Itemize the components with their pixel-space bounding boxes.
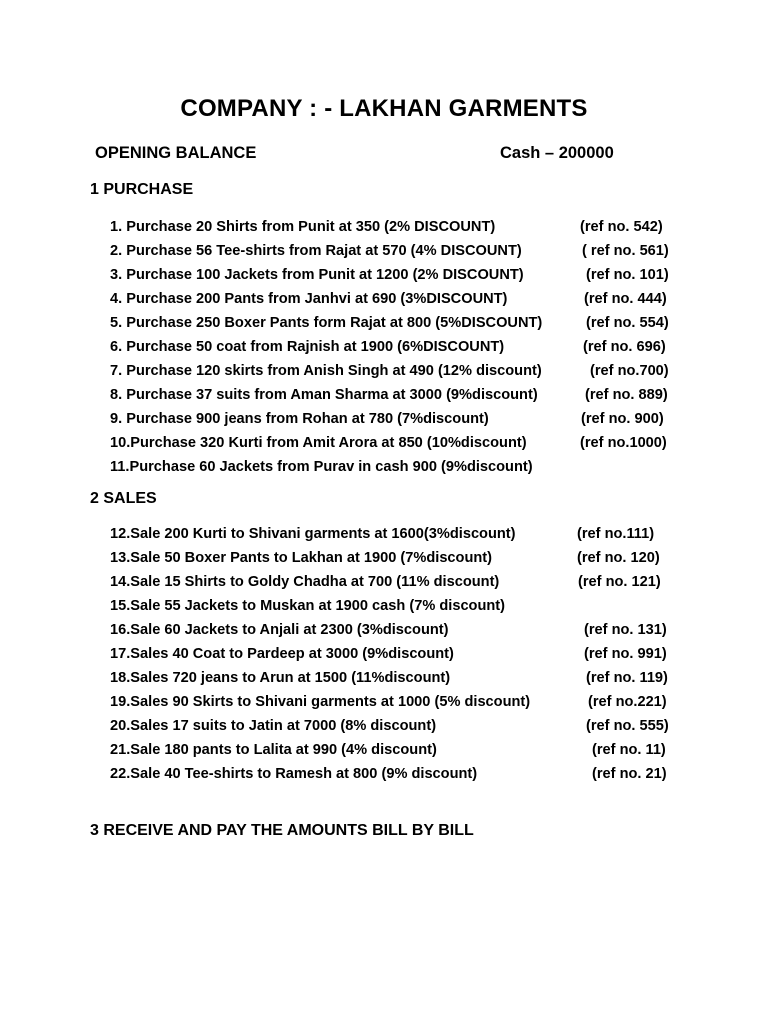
sale-item-ref: (ref no. 991) bbox=[584, 646, 667, 662]
sale-item-ref: (ref no. 11) bbox=[592, 742, 666, 758]
sale-item-ref: (ref no. 121) bbox=[578, 574, 661, 590]
sale-item bbox=[110, 738, 690, 762]
purchase-item-text: 9. Purchase 900 jeans from Rohan at 780 (7%discount) bbox=[110, 411, 489, 427]
purchase-item-text: 2. Purchase 56 Tee-shirts from Rajat at 570 (4% DISCOUNT) bbox=[110, 243, 522, 259]
sale-item-ref: (ref no. 131) bbox=[584, 622, 667, 638]
page-title: COMPANY : - LAKHAN GARMENTS bbox=[180, 95, 588, 122]
section-heading-sales: 2 SALES bbox=[90, 490, 157, 507]
sale-item-text: 20.Sales 17 suits to Jatin at 7000 (8% discount) bbox=[110, 718, 437, 734]
purchase-item-ref: (ref no.700) bbox=[590, 363, 669, 379]
purchase-item-ref: (ref no. 900) bbox=[581, 411, 664, 427]
opening-balance-label: OPENING BALANCE bbox=[95, 144, 257, 162]
purchase-item-ref: (ref no. 889) bbox=[585, 387, 668, 403]
purchase-item-text: 1. Purchase 20 Shirts from Punit at 350 (2% DISCOUNT) bbox=[110, 219, 496, 235]
sale-item-text: 19.Sales 90 Skirts to Shivani garments at 1000 (5% discount) bbox=[110, 694, 531, 710]
purchase-item-text: 11.Purchase 60 Jackets from Purav in cash 900 (9%discount) bbox=[110, 459, 533, 475]
sale-item-ref: (ref no.111) bbox=[577, 526, 655, 542]
purchase-item bbox=[110, 311, 690, 335]
purchase-list bbox=[110, 215, 690, 479]
sale-item-text: 18.Sales 720 jeans to Arun at 1500 (11%discount) bbox=[110, 670, 451, 686]
purchase-item bbox=[110, 239, 690, 263]
sale-item-ref: (ref no. 21) bbox=[592, 766, 667, 782]
section-heading-purchase: 1 PURCHASE bbox=[90, 181, 194, 198]
sale-item-text: 22.Sale 40 Tee-shirts to Ramesh at 800 (9% discount) bbox=[110, 766, 478, 782]
sale-item-text: 16.Sale 60 Jackets to Anjali at 2300 (3%discount) bbox=[110, 622, 449, 638]
sale-item bbox=[110, 522, 690, 546]
sale-item bbox=[110, 570, 690, 594]
sale-item-ref: (ref no. 119) bbox=[586, 670, 668, 686]
purchase-item bbox=[110, 383, 690, 407]
sale-item-text: 13.Sale 50 Boxer Pants to Lakhan at 1900 (7%discount) bbox=[110, 550, 493, 566]
purchase-item bbox=[110, 407, 690, 431]
sales-list bbox=[110, 522, 690, 786]
sale-item-text: 15.Sale 55 Jackets to Muskan at 1900 cash (7% discount) bbox=[110, 598, 506, 614]
purchase-item-ref: ( ref no. 561) bbox=[582, 243, 669, 259]
sale-item bbox=[110, 642, 690, 666]
purchase-item-text: 6. Purchase 50 coat from Rajnish at 1900 (6%DISCOUNT) bbox=[110, 339, 505, 355]
sale-item bbox=[110, 666, 690, 690]
purchase-item-ref: (ref no.1000) bbox=[580, 435, 667, 451]
purchase-item bbox=[110, 455, 690, 479]
purchase-item-text: 7. Purchase 120 skirts from Anish Singh at 490 (12% discount) bbox=[110, 363, 542, 379]
sale-item bbox=[110, 714, 690, 738]
sale-item-text: 21.Sale 180 pants to Lalita at 990 (4% discount) bbox=[110, 742, 437, 758]
sale-item bbox=[110, 762, 690, 786]
section-heading-receive: 3 RECEIVE AND PAY THE AMOUNTS BILL BY BILL bbox=[90, 822, 474, 839]
purchase-item-text: 3. Purchase 100 Jackets from Punit at 1200 (2% DISCOUNT) bbox=[110, 267, 524, 283]
sale-item bbox=[110, 594, 690, 618]
sale-item bbox=[110, 546, 690, 570]
sale-item bbox=[110, 618, 690, 642]
purchase-item bbox=[110, 263, 690, 287]
purchase-item bbox=[110, 335, 690, 359]
purchase-item-ref: (ref no. 101) bbox=[586, 267, 669, 283]
purchase-item bbox=[110, 215, 690, 239]
sale-item-text: 12.Sale 200 Kurti to Shivani garments at 1600(3%discount) bbox=[110, 526, 516, 542]
purchase-item-text: 4. Purchase 200 Pants from Janhvi at 690 (3%DISCOUNT) bbox=[110, 291, 508, 307]
sale-item-ref: (ref no. 120) bbox=[577, 550, 660, 566]
purchase-item-ref: (ref no. 444) bbox=[584, 291, 667, 307]
purchase-item bbox=[110, 431, 690, 455]
purchase-item-ref: (ref no. 554) bbox=[586, 315, 669, 331]
sale-item-ref: (ref no. 555) bbox=[586, 718, 669, 734]
purchase-item-text: 5. Purchase 250 Boxer Pants form Rajat at 800 (5%DISCOUNT) bbox=[110, 315, 543, 331]
sale-item bbox=[110, 690, 690, 714]
sale-item-text: 17.Sales 40 Coat to Pardeep at 3000 (9%discount) bbox=[110, 646, 454, 662]
purchase-item bbox=[110, 287, 690, 311]
purchase-item-ref: (ref no. 542) bbox=[580, 219, 663, 235]
opening-balance-value: Cash – 200000 bbox=[500, 144, 614, 162]
sale-item-ref: (ref no.221) bbox=[588, 694, 667, 710]
sale-item-text: 14.Sale 15 Shirts to Goldy Chadha at 700 (11% discount) bbox=[110, 574, 500, 590]
purchase-item-ref: (ref no. 696) bbox=[583, 339, 666, 355]
purchase-item-text: 10.Purchase 320 Kurti from Amit Arora at 850 (10%discount) bbox=[110, 435, 527, 451]
purchase-item bbox=[110, 359, 690, 383]
purchase-item-text: 8. Purchase 37 suits from Aman Sharma at 3000 (9%discount) bbox=[110, 387, 538, 403]
